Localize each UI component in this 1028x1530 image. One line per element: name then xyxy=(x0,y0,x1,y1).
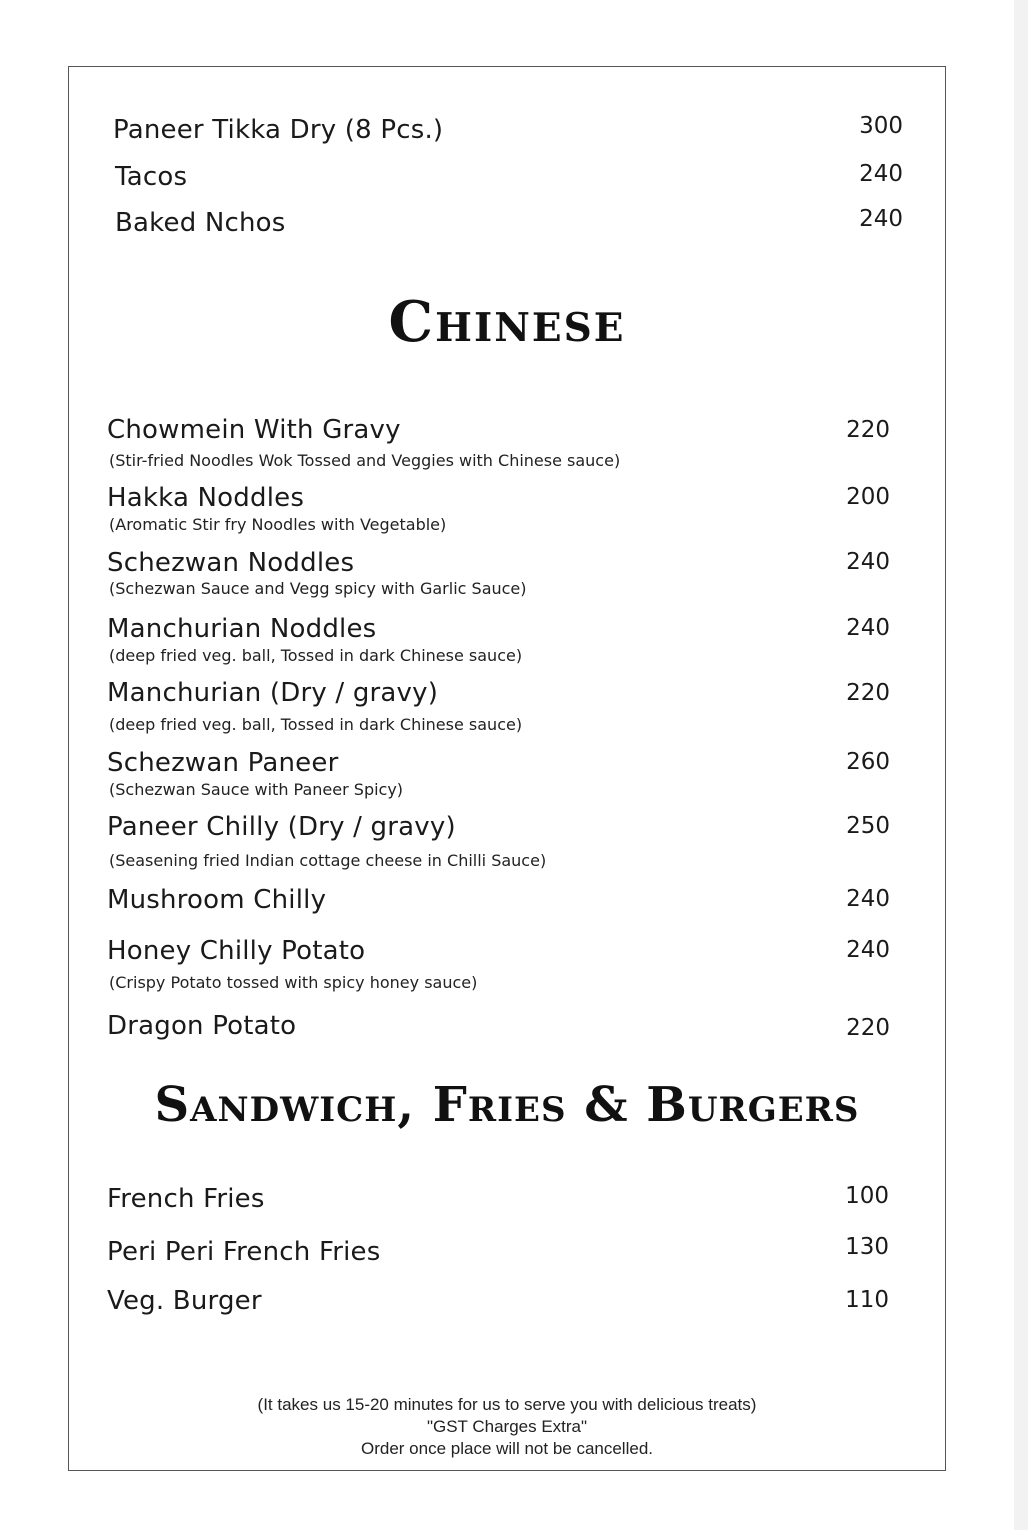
item-description: (Crispy Potato tossed with spicy honey sauce) xyxy=(109,973,478,992)
item-price: 260 xyxy=(846,749,890,775)
item-price: 220 xyxy=(846,1015,890,1041)
item-name: Paneer Chilly (Dry / gravy) xyxy=(107,812,456,842)
item-description: (Stir-fried Noodles Wok Tossed and Veggies with Chinese sauce) xyxy=(109,451,621,470)
item-price: 220 xyxy=(846,680,890,706)
item-name: Dragon Potato xyxy=(107,1011,297,1041)
item-name: Mushroom Chilly xyxy=(107,885,327,915)
item-price: 300 xyxy=(859,113,903,139)
item-name: Honey Chilly Potato xyxy=(107,936,366,966)
scrollbar-track[interactable] xyxy=(1014,0,1028,1530)
item-name: Tacos xyxy=(115,162,188,192)
item-description: (Aromatic Stir fry Noodles with Vegetable) xyxy=(109,515,447,534)
item-price: 250 xyxy=(846,813,890,839)
footer-notes xyxy=(69,1394,945,1460)
item-name: Peri Peri French Fries xyxy=(107,1237,381,1267)
footer-cancellation-note: Order once place will not be cancelled. xyxy=(361,1439,653,1458)
item-name: Baked Nchos xyxy=(115,208,286,238)
item-name: Hakka Noddles xyxy=(107,483,305,513)
item-name: French Fries xyxy=(107,1184,265,1214)
item-name: Paneer Tikka Dry (8 Pcs.) xyxy=(113,115,444,145)
section-heading-chinese: Chinese xyxy=(388,289,626,355)
item-name: Schezwan Noddles xyxy=(107,548,355,578)
item-description: (deep fried veg. ball, Tossed in dark Chinese sauce) xyxy=(109,715,523,734)
item-name: Manchurian (Dry / gravy) xyxy=(107,678,439,708)
item-price: 220 xyxy=(846,417,890,443)
menu-page xyxy=(68,66,946,1471)
section-heading-sandwich: Sandwich, Fries & Burgers xyxy=(154,1077,860,1133)
item-name: Schezwan Paneer xyxy=(107,748,339,778)
item-name: Chowmein With Gravy xyxy=(107,415,401,445)
item-price: 240 xyxy=(846,615,890,641)
item-price: 200 xyxy=(846,484,890,510)
item-price: 110 xyxy=(845,1287,889,1313)
item-price: 240 xyxy=(859,206,903,232)
item-description: (Schezwan Sauce with Paneer Spicy) xyxy=(109,780,404,799)
item-price: 240 xyxy=(846,937,890,963)
item-name: Manchurian Noddles xyxy=(107,614,377,644)
item-price: 130 xyxy=(845,1234,889,1260)
item-price: 240 xyxy=(846,549,890,575)
item-description: (Schezwan Sauce and Vegg spicy with Garlic Sauce) xyxy=(109,579,527,598)
item-name: Veg. Burger xyxy=(107,1286,262,1316)
item-description: (Seasening fried Indian cottage cheese in Chilli Sauce) xyxy=(109,851,547,870)
footer-serve-time-note: (It takes us 15-20 minutes for us to serve you with delicious treats) xyxy=(257,1395,757,1414)
footer-gst-note: "GST Charges Extra" xyxy=(426,1417,588,1436)
item-price: 240 xyxy=(859,161,903,187)
item-price: 240 xyxy=(846,886,890,912)
item-price: 100 xyxy=(845,1183,889,1209)
item-description: (deep fried veg. ball, Tossed in dark Chinese sauce) xyxy=(109,646,523,665)
